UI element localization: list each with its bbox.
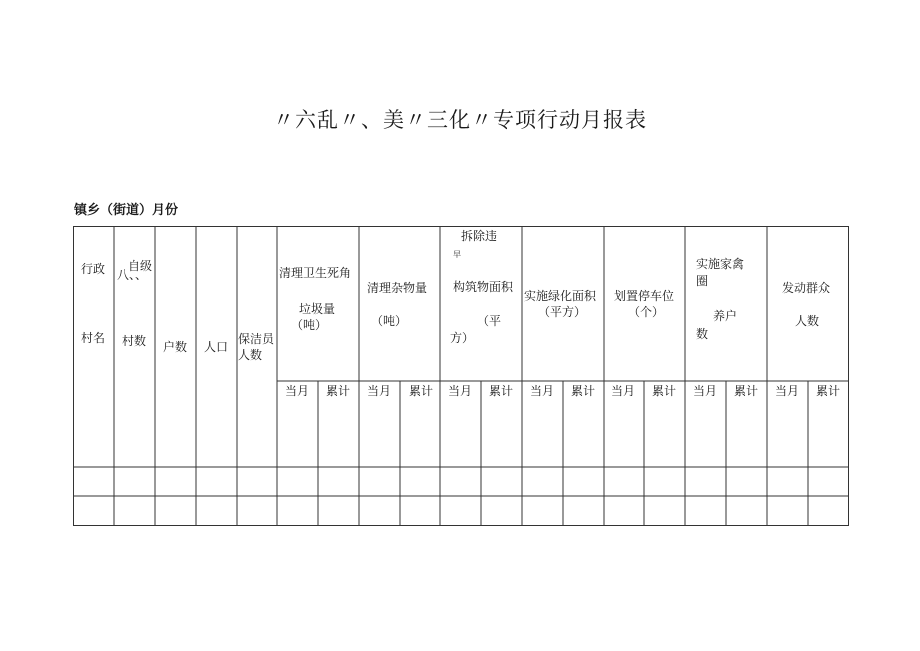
- header-village-name-bottom: 村名: [81, 331, 106, 345]
- header-village-name-top: 行政: [81, 262, 106, 276]
- header-poultry-line2: 圈: [696, 274, 709, 288]
- header-mobilized-line2: 人数: [795, 314, 820, 328]
- page-title: 〃六乱〃、美〃三化〃专项行动月报表: [273, 108, 647, 132]
- report-table: [73, 226, 849, 526]
- subheader-month: 当月: [775, 384, 800, 398]
- header-garbage-line1: 清理卫生死角: [279, 266, 352, 280]
- subheader-total: 累计: [489, 384, 514, 398]
- subheader-total: 累计: [409, 384, 434, 398]
- header-population: 人口: [204, 340, 229, 354]
- subheader-month: 当月: [693, 384, 718, 398]
- subheader-month: 当月: [448, 384, 473, 398]
- header-cleaners-top: 保洁员: [238, 332, 275, 346]
- header-cleaners-bottom: 人数: [238, 348, 263, 362]
- header-parking-unit: （个）: [628, 305, 665, 319]
- header-poultry-line1: 实施家禽: [696, 257, 745, 271]
- header-debris-line1: 清理杂物量: [367, 281, 428, 295]
- subheader-total: 累计: [326, 384, 351, 398]
- report-subtitle: 镇乡（街道）月份: [74, 203, 179, 218]
- header-poultry-line4: 数: [696, 327, 709, 341]
- header-poultry-line3: 养户: [713, 309, 738, 323]
- header-parking-line1: 划置停车位: [614, 289, 675, 303]
- header-demolition-line2: 构筑物面积: [453, 280, 514, 294]
- subheader-total: 累计: [816, 384, 841, 398]
- subheader-month: 当月: [367, 384, 392, 398]
- header-garbage-unit: （吨）: [291, 318, 328, 332]
- subheader-total: 累计: [734, 384, 759, 398]
- header-demolition-unit-a: （平: [477, 314, 502, 328]
- subheader-total: 累计: [571, 384, 596, 398]
- header-natural-village-top: 自级: [128, 259, 153, 273]
- subheader-month: 当月: [285, 384, 310, 398]
- header-demolition-unit-b: 方）: [450, 331, 475, 345]
- header-garbage-line2: 垃圾量: [299, 302, 336, 316]
- subheader-month: 当月: [530, 384, 555, 398]
- header-households: 户数: [163, 340, 188, 354]
- header-demolition-line1: 拆除违: [461, 229, 498, 243]
- header-natural-village-bottom: 村数: [122, 334, 147, 348]
- header-demolition-mark: 早: [453, 250, 461, 259]
- header-greening-unit: （平方）: [538, 305, 587, 319]
- header-natural-village-mid: 八、、: [117, 268, 148, 282]
- header-greening-line1: 实施绿化面积: [524, 289, 597, 303]
- header-debris-unit: （吨）: [371, 314, 408, 328]
- subheader-month: 当月: [611, 384, 636, 398]
- header-mobilized-line1: 发动群众: [782, 281, 831, 295]
- subheader-total: 累计: [652, 384, 677, 398]
